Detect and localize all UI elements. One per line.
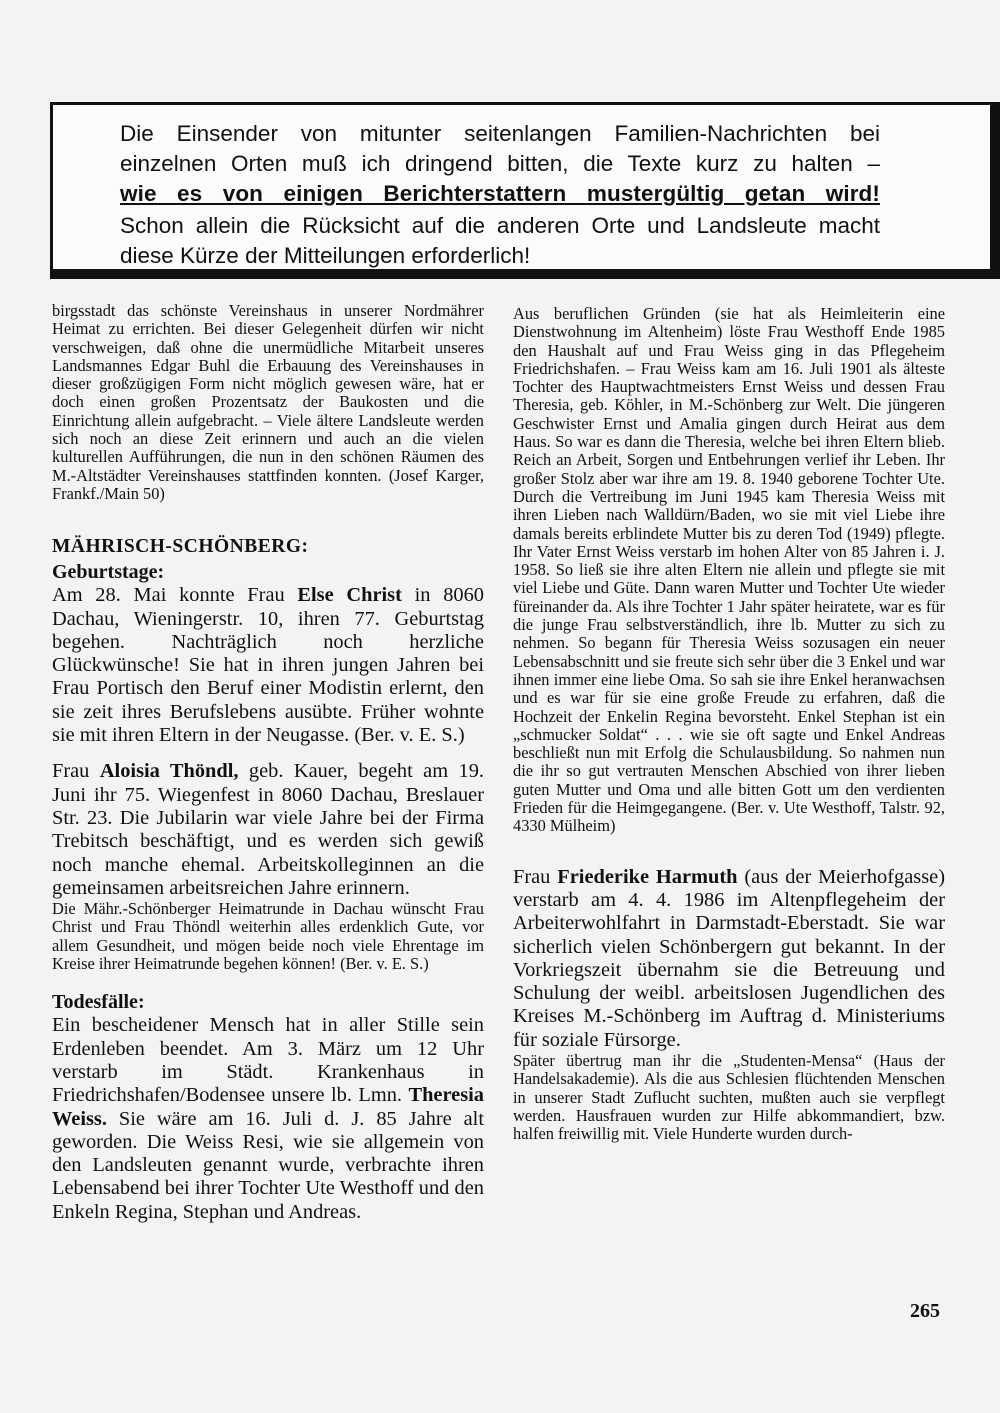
death-paragraph-weiss [52, 1014, 484, 1224]
harmuth-paragraph [513, 866, 945, 1052]
death-weiss-text: Sie wäre am 16. Juli d. J. 85 Jahre alt geworden. Die Weiss Resi, wie sie allgemein von den Landsleuten genannt wurde, verbrachte ihren Lebensabend bei ihrer Tochter Ute Westhoff und den Enkeln Regina, Stephan und Andreas. [52, 1107, 484, 1223]
birthday-paragraph-christ [52, 584, 484, 747]
section-title: MÄHRISCH-SCHÖNBERG: [52, 536, 309, 558]
page-number: 265 [910, 1300, 940, 1322]
notice-text [120, 119, 880, 209]
harmuth-text: (aus der Meierhofgasse) verstarb am 4. 4. 1986 im Altenpflegeheim der Arbeiterwohlfahrt in Darmstadt-Eberstadt. Sie war sicherlich vielen Schönbergern gut bekannt. In der Vorkriegszeit übernahm sie die Betreuung und Schulung der weibl. arbeitslosen Jugendlichen des Kreises M.-Schönberg im Auftrag d. Ministeriums für soziale Fürsorge. [513, 865, 945, 1051]
deaths-heading: Todesfälle: [52, 991, 145, 1014]
name-theresia-weiss: Theresia Weiss. [52, 1084, 484, 1130]
death-weiss-intro: Ein bescheidener Mensch hat in aller Stille sein Erdenleben beendet. Am 3. März um 12 Uhr verstarb im Städt. Krankenhaus in Friedrichshafen/Bodensee unsere lb. Lmn. [52, 1014, 484, 1107]
weiss-biography-paragraph: Aus beruflichen Gründen (sie hat als Heimleiterin eine Dienstwohnung im Altenheim) löste Frau Westhoff Ende 1985 den Haushalt auf und Frau Weiss ging in das Pflegeheim Friedrichshafen. – Frau Weiss kam am 16. Juli 1901 als älteste Tochter des Hauptwachtmeisters Ernst Weiss und dessen Frau Theresia, geb. Köhler, in M.-Schönberg zur Welt. Die jüngeren Geschwister Ernst und Amalia gingen durch Heirat aus dem Haus. So war es dann die Theresia, welche bei ihren Eltern blieb. Reich an Arbeit, Sorgen und Entbehrungen verlief ihr Leben. Ihr großer Stolz aber war ihre am 19. 8. 1940 geborene Tochter Ute. Durch die Vertreibung im Juni 1945 kam Theresia Weiss mit ihren Lieben nach Walldürn/Baden, wo sie mit viel Liebe ihre damals bereits erblindete Mutter bis zu deren Tod (1949) pflegte. Ihr Vater Ernst Weiss verstarb im hohen Alter von 85 Jahren i. J. 1958. So ließ sie ihre alten Eltern nie allein und pflegte sie mit viel Liebe und Güte. Dann waren Mutter und Tochter Ute wieder füreinander da. Als ihre Tochter 1 Jahr später heiratete, war es für die junge Frau selbstverständlich, ihre lb. Mutter zu sich zu nehmen. So begann für Theresia Weiss sozusagen ein neuer Lebensabschnitt und sie freute sich sehr über die 3 Enkel und war ihnen immer eine liebe Oma. So sah sie ihre Enkel heranwachsen und es war für sie eine große Freude zu erfahren, daß die Hochzeit der Enkelin Regina bevorsteht. Enkel Stephan ist ein „schmucker Soldat“ . . . wie sie oft sagte und Enkel Andreas beschließt nun mit Erfolg die Schulausbildung. So nahmen nun die ihr so gut vertrauten Menschen Abschied von ihrer lieben guten Mutter und Oma und alle bitten Gott um den verdienten Frieden für die Heimgegangene. (Ber. v. Ute Westhoff, Talstr. 92, 4330 Mülheim) [513, 304, 945, 836]
birthday-christ-text: in 8060 Dachau, Wieningerstr. 10, ihren 77. Geburtstag begehen. Nachträglich noch herzliche Glückwünsche! Sie hat in ihren jungen Jahren bei Frau Portisch den Beruf einer Modistin erlernt, den sie zeit ihres Berufslebens ausübte. Früher wohnte sie mit ihren Eltern in der Neugasse. (Ber. v. E. S.) [52, 584, 484, 747]
birthday-thoendl-text: geb. Kauer, begeht am 19. Juni ihr 75. Wiegenfest in 8060 Dachau, Breslauer Str. 23. Die Jubilarin war viele Jahre bei der Firma Trebitsch beschäftigt, und es werden sich gewiß noch manche ehemal. Arbeitskolleginnen an die gemeinsamen arbeitsreichen Jahre erinnern. [52, 760, 484, 899]
birthdays-heading: Geburtstage: [52, 561, 165, 584]
harmuth-continuation: Später übertrug man ihr die „Studenten-Mensa“ (Haus der Handelsakademie). Als die aus Schlesien flüchtenden Menschen in unserer Stadt Zuflucht suchten, mußten auch sie verpflegt werden. Hausfrauen wurden zur Hilfe abkommandiert, bzw. halfen freiwillig mit. Viele Hunderte wurden durch- [513, 1050, 945, 1144]
birthday-christ-intro: Am 28. Mai konnte Frau [52, 584, 298, 607]
harmuth-intro: Frau [513, 865, 558, 888]
name-aloisia-thoendl: Aloisia Thöndl, [99, 760, 239, 783]
right-column [513, 305, 945, 1143]
birthday-thoendl-intro: Frau [52, 760, 100, 783]
left-column [52, 302, 484, 1224]
heimatrunde-greeting: Die Mähr.-Schönberger Heimatrunde in Dachau wünscht Frau Christ und Frau Thöndl weiterhin alles erdenklich Gute, vor allem Gesundheit, und mögen beide noch viele Ehrentage im Kreise ihrer Heimatrunde begehen können! (Ber. v. E. S.) [52, 899, 484, 974]
editor-notice-box [50, 102, 1000, 279]
notice-line-1: Die Einsender von mitunter seitenlangen Familien-Nachrichten bei einzelnen Orten muß ich dringend bitten, die Texte kurz zu halten – [120, 121, 880, 176]
name-friederike-harmuth: Friederike Harmuth [557, 865, 738, 888]
name-else-christ: Else Christ [297, 584, 402, 607]
notice-emphasis: wie es von einigen Berichterstattern mustergültig getan wird! [120, 181, 880, 206]
vereinshaus-paragraph: birgsstadt das schönste Vereinshaus in unserer Nordmährer Heimat zu errichten. Bei dieser Gelegenheit dürfen wir nicht verschweigen, daß ohne die unermüdliche Mitarbeit unseres Landsmannes Edgar Buhl die Erbauung des Vereinshauses in dieser großzügigen Form nicht möglich gewesen wäre, hat er doch einen großen Prozentsatz der Baukosten und die Einrichtung allein aufgebracht. – Viele ältere Landsleute werden sich noch an diese Zeit erinnern und auch an die vielen kulturellen Aufführungen, die nun in den schönen Räumen des M.-Altstädter Vereinshauses stattfinden konnten. (Josef Karger, Frankf./Main 50) [52, 301, 484, 503]
notice-line-2: Schon allein die Rücksicht auf die anderen Orte und Landsleute macht diese Kürze der Mitteilungen erforderlich! [120, 213, 880, 268]
birthday-paragraph-thoendl [52, 760, 484, 900]
